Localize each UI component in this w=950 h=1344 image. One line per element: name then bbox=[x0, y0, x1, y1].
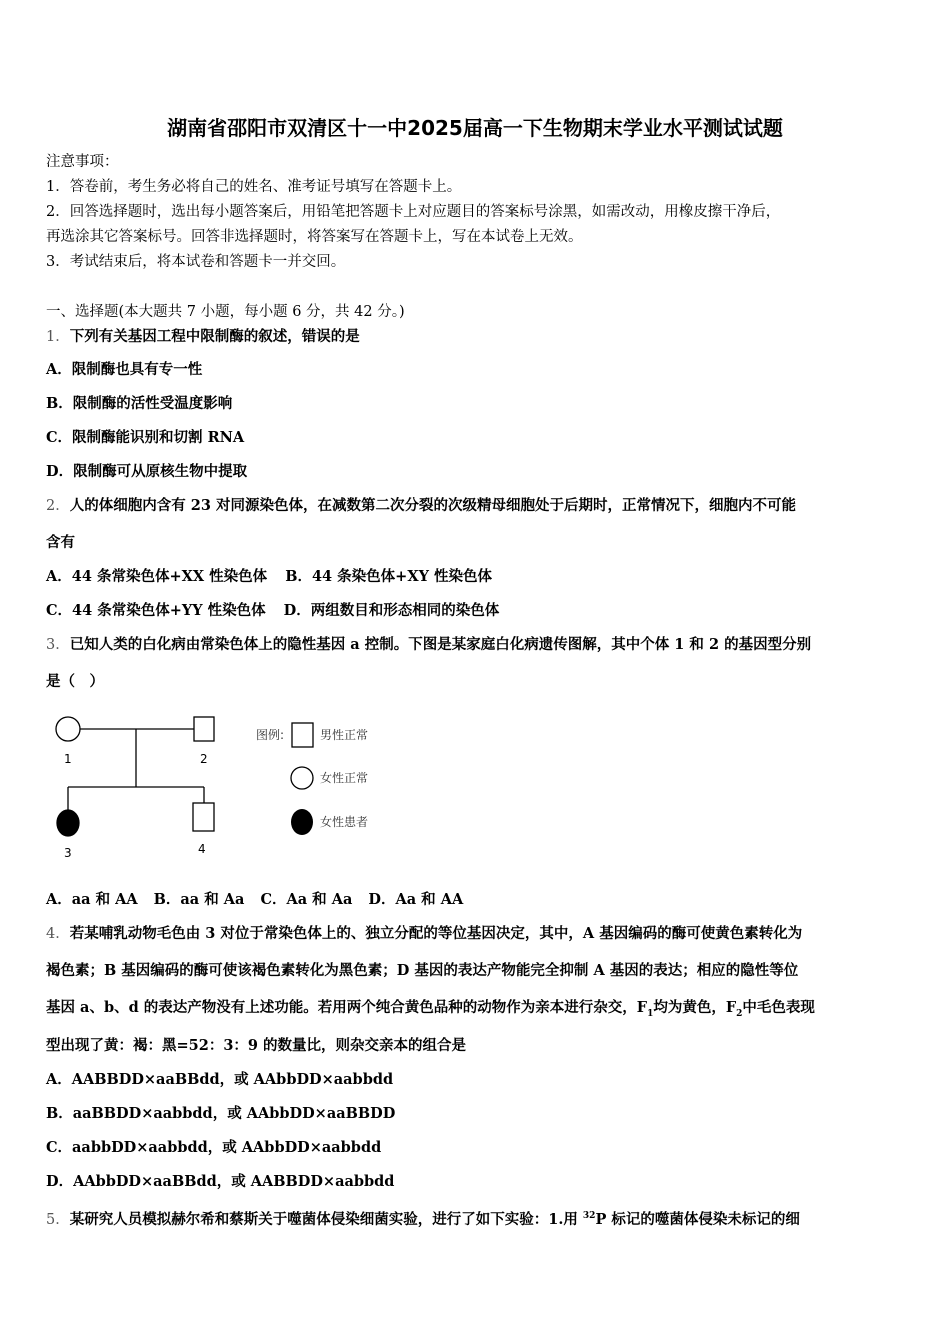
subscript: 2 bbox=[736, 1008, 743, 1019]
legend-female-affected: 女性患者 bbox=[320, 815, 369, 829]
legend-female-normal-symbol bbox=[291, 767, 313, 789]
question-3-option-b: B．aa 和 Aa bbox=[153, 891, 245, 908]
question-text: 下列有关基因工程中限制酶的叙述，错误的是 bbox=[69, 328, 360, 345]
text-segment: 基因 a、b、d 的表达产物没有上述功能。若用两个纯合黄色品种的动物作为亲本进行杂交，F bbox=[46, 999, 648, 1016]
question-2-stem-cont: 含有 bbox=[46, 534, 75, 551]
legend-female-affected-symbol bbox=[291, 809, 313, 835]
question-2-option-d: D．两组数目和形态相同的染色体 bbox=[283, 602, 500, 619]
text-segment: 均为黄色，F bbox=[653, 999, 737, 1016]
question-number: 2． bbox=[46, 498, 70, 514]
question-4-stem-cont bbox=[46, 998, 908, 1024]
question-3-options bbox=[46, 890, 908, 910]
legend-male-normal: 男性正常 bbox=[320, 728, 369, 742]
question-1-option-c: C．限制酶能识别和切割 RNA bbox=[46, 429, 245, 446]
individual-3-affected-female bbox=[57, 810, 79, 836]
text-segment: 中毛色表现 bbox=[742, 999, 815, 1016]
question-2-stem bbox=[46, 496, 908, 516]
question-3-stem bbox=[46, 635, 908, 655]
question-3-option-d: D．Aa 和 AA bbox=[368, 891, 464, 908]
individual-2-normal-male bbox=[194, 717, 214, 741]
question-3-option-a: A．aa 和 AA bbox=[46, 891, 138, 908]
legend-female-normal: 女性正常 bbox=[320, 771, 369, 785]
question-number: 3． bbox=[46, 637, 70, 653]
question-3-option-c: C．Aa 和 Aa bbox=[260, 891, 353, 908]
question-2-options-row1 bbox=[46, 567, 908, 587]
legend-title: 图例: bbox=[256, 728, 285, 742]
pedigree-diagram bbox=[40, 705, 380, 865]
question-4-stem-cont: 褐色素；B 基因编码的酶可使该褐色素转化为黑色素；D 基因的表达产物能完全抑制 A 基因的表达；相应的隐性等位 bbox=[46, 962, 799, 979]
question-number: 4． bbox=[46, 926, 70, 942]
label-3: 3 bbox=[64, 846, 72, 860]
question-number: 1． bbox=[46, 329, 70, 345]
question-4-option-c: C．aabbDD×aabbdd，或 AAbbDD×aabbdd bbox=[46, 1139, 382, 1156]
notice-heading: 注意事项： bbox=[46, 154, 119, 170]
question-2-option-b: B．44 条染色体+XY 性染色体 bbox=[285, 568, 492, 585]
notice-item: 2．回答选择题时，选出每小题答案后，用铅笔把答题卡上对应题目的答案标号涂黑，如需改动，用橡皮擦干净后， bbox=[46, 204, 781, 220]
section-heading: 一、选择题(本大题共 7 小题，每小题 6 分，共 42 分。) bbox=[46, 304, 405, 320]
notice-item: 3．考试结束后，将本试卷和答题卡一并交回。 bbox=[46, 254, 346, 270]
question-4-option-b: B．aaBBDD×aabbdd，或 AAbbDD×aaBBDD bbox=[46, 1105, 396, 1122]
question-text: 人的体细胞内含有 23 对同源染色体，在减数第二次分裂的次级精母细胞处于后期时，正常情况下，细胞内不可能 bbox=[69, 497, 797, 514]
question-5-stem bbox=[46, 1206, 908, 1230]
individual-1-normal-female bbox=[56, 717, 80, 741]
question-4-option-a: A．AABBDD×aaBBdd，或 AAbbDD×aabbdd bbox=[46, 1071, 394, 1088]
question-2-options-row2 bbox=[46, 601, 908, 621]
label-1: 1 bbox=[64, 752, 72, 766]
individual-4-normal-male bbox=[193, 803, 214, 831]
question-number: 5． bbox=[46, 1211, 70, 1228]
label-4: 4 bbox=[198, 842, 206, 856]
question-2-option-a: A．44 条常染色体+XX 性染色体 bbox=[46, 568, 268, 585]
text-segment: P 标记的噬菌体侵染未标记的细 bbox=[595, 1210, 800, 1228]
subscript: 1 bbox=[647, 1008, 654, 1019]
question-1-option-b: B．限制酶的活性受温度影响 bbox=[46, 395, 233, 412]
question-4-stem bbox=[46, 924, 908, 944]
question-1-option-d: D．限制酶可从原核生物中提取 bbox=[46, 463, 248, 480]
text-segment: 某研究人员模拟赫尔希和蔡斯关于噬菌体侵染细菌实验，进行了如下实验：1.用 bbox=[69, 1210, 583, 1228]
notice-item: 1．答卷前，考生务必将自己的姓名、准考证号填写在答题卡上。 bbox=[46, 179, 462, 195]
question-4-stem-cont: 型出现了黄：褐：黑=52：3：9 的数量比，则杂交亲本的组合是 bbox=[46, 1037, 467, 1054]
question-1-option-a: A．限制酶也具有专一性 bbox=[46, 361, 203, 378]
question-text: 若某哺乳动物毛色由 3 对位于常染色体上的、独立分配的等位基因决定，其中，A 基因编码的酶可使黄色素转化为 bbox=[69, 925, 803, 942]
question-1-stem bbox=[46, 327, 908, 347]
notice-item: 再选涂其它答案标号。回答非选择题时，将答案写在答题卡上，写在本试卷上无效。 bbox=[46, 229, 583, 245]
legend-male-normal-symbol bbox=[292, 723, 313, 747]
label-2: 2 bbox=[200, 752, 208, 766]
question-text: 已知人类的白化病由常染色体上的隐性基因 a 控制。下图是某家庭白化病遗传图解，其中个体 1 和 2 的基因型分别 bbox=[69, 636, 812, 653]
question-2-option-c: C．44 条常染色体+YY 性染色体 bbox=[46, 602, 266, 619]
superscript: 32 bbox=[582, 1211, 596, 1221]
exam-title: 湖南省邵阳市双清区十一中2025届高一下生物期末学业水平测试试题 bbox=[167, 116, 783, 140]
question-4-option-d: D．AAbbDD×aaBBdd，或 AABBDD×aabbdd bbox=[46, 1173, 395, 1190]
question-3-stem-cont: 是（ ） bbox=[46, 673, 104, 690]
